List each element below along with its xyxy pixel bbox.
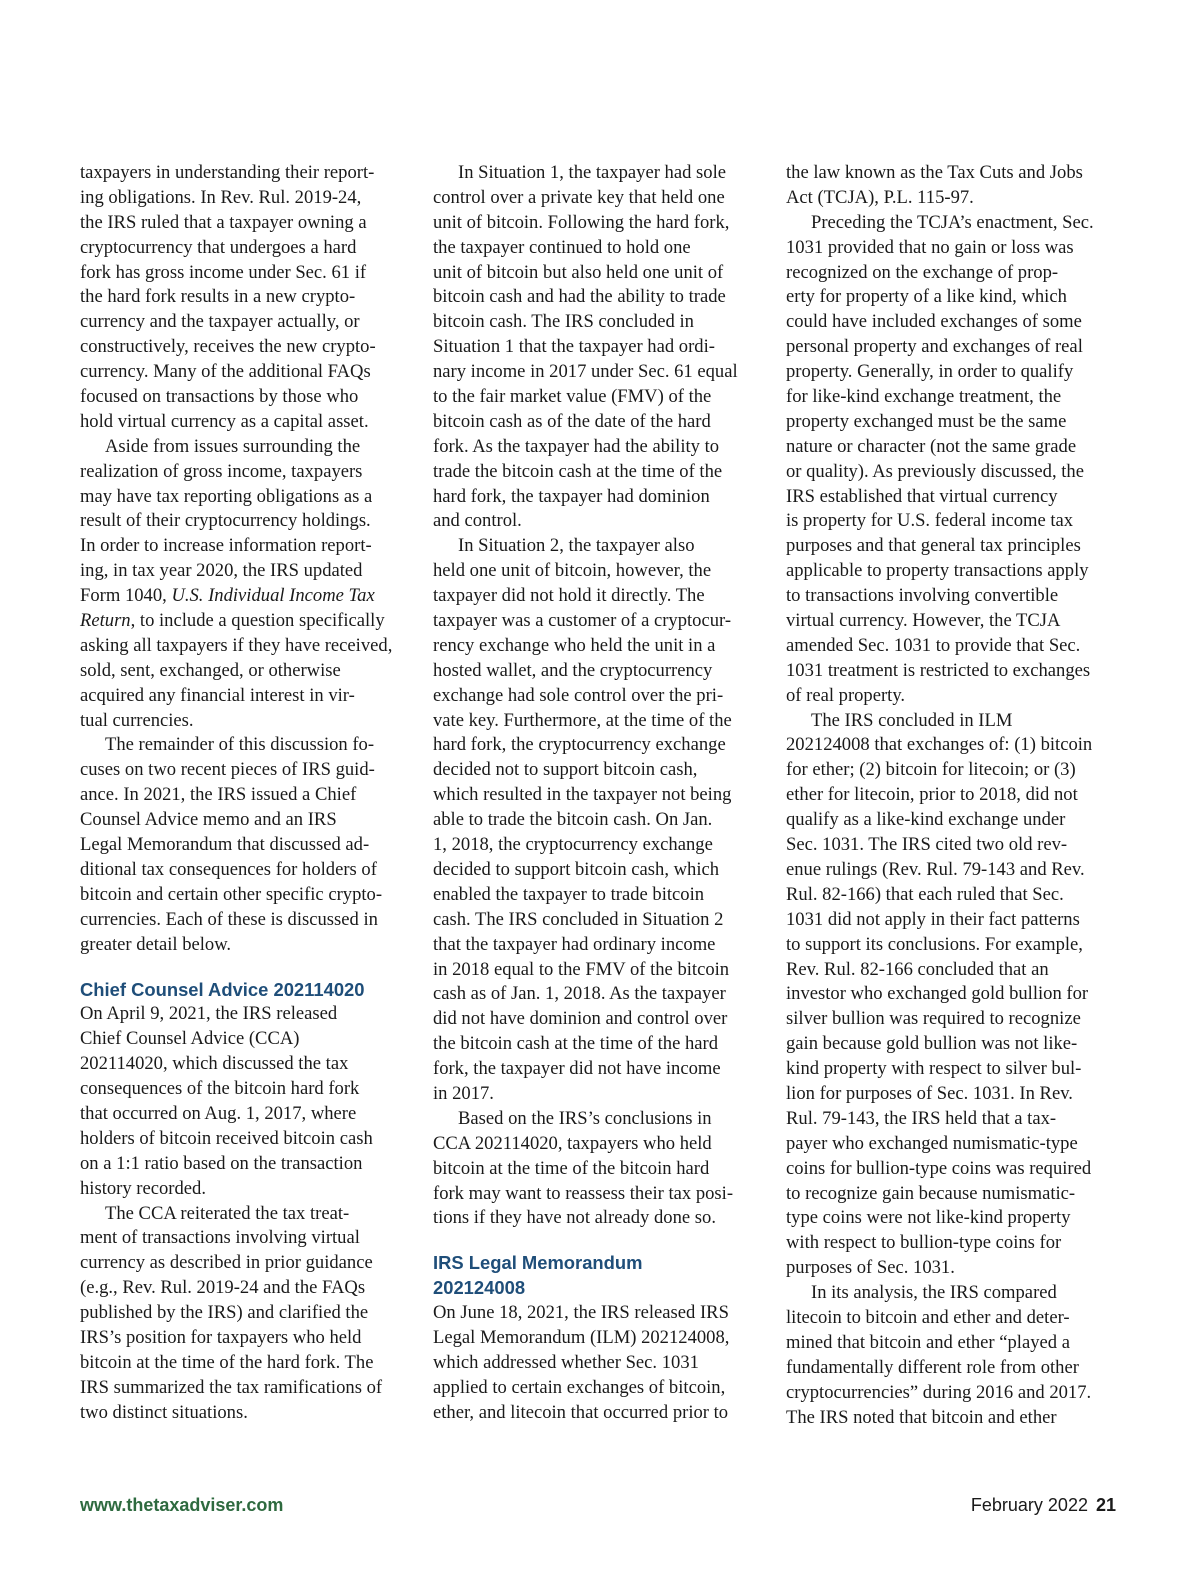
text-line: the bitcoin cash at the time of the hard (433, 1033, 719, 1055)
text-line: bitcoin cash as of the date of the hard (433, 410, 711, 432)
text-line: litecoin to bitcoin and ether and deter- (786, 1306, 1070, 1328)
section-heading: Chief Counsel Advice 202114020 (80, 978, 365, 1000)
text-line: cryptocurrency that undergoes a hard (80, 236, 357, 258)
text-line: currency as described in prior guidance (80, 1252, 373, 1274)
text-line: able to trade the bitcoin cash. On Jan. (433, 809, 713, 831)
text-line: IRS summarized the tax ramifications of (80, 1376, 383, 1398)
article-column-3 (786, 161, 1116, 1430)
text-line: 1031 did not apply in their fact patterns (786, 908, 1080, 930)
text-line: enue rulings (Rev. Rul. 79-143 and Rev. (786, 858, 1085, 880)
text-line: hosted wallet, and the cryptocurrency (433, 659, 713, 681)
text-line: the hard fork results in a new crypto- (80, 286, 356, 308)
text-line: Act (TCJA), P.L. 115-97. (786, 186, 974, 208)
text-line: In Situation 2, the taxpayer also (458, 535, 695, 557)
text-line: hard fork, the taxpayer had dominion (433, 485, 710, 507)
text-line: rency exchange who held the unit in a (433, 634, 716, 656)
text-line: type coins were not like-kind property (786, 1207, 1071, 1229)
text-line: In its analysis, the IRS compared (811, 1282, 1057, 1304)
page-number: 21 (1095, 1495, 1116, 1515)
text-line: Preceding the TCJA’s enactment, Sec. (811, 211, 1094, 233)
text-line: silver bullion was required to recognize (786, 1008, 1081, 1030)
text-line: vate key. Furthermore, at the time of the (433, 709, 732, 731)
text-line: exchange had sole control over the pri- (433, 684, 724, 706)
text-line: gain because gold bullion was not like- (786, 1033, 1078, 1055)
text-line: The CCA reiterated the tax treat- (105, 1202, 350, 1224)
text-line: Based on the IRS’s conclusions in (458, 1107, 712, 1129)
text-line: ether, and litecoin that occurred prior to (433, 1401, 729, 1423)
section-gap (80, 958, 412, 978)
text-line: history recorded. (80, 1177, 206, 1199)
text-line: mined that bitcoin and ether “played a (786, 1331, 1070, 1353)
text-line: and control. (433, 510, 522, 532)
text-line: in 2018 equal to the FMV of the bitcoin (433, 958, 730, 980)
text-line: acquired any financial interest in vir- (80, 684, 355, 706)
text-line: focused on transactions by those who (80, 386, 359, 408)
text-line: that the taxpayer had ordinary income (433, 933, 716, 955)
text-line: cash as of Jan. 1, 2018. As the taxpayer (433, 983, 726, 1005)
text-line: erty for property of a like kind, which (786, 286, 1067, 308)
text-line: lion for purposes of Sec. 1031. In Rev. (786, 1082, 1073, 1104)
text-line: IRS established that virtual currency (786, 485, 1058, 507)
text-run: Form 1040, (80, 585, 172, 607)
text-line: holders of bitcoin received bitcoin cash (80, 1127, 373, 1149)
text-line: fundamentally different role from other (786, 1356, 1079, 1378)
text-line: payer who exchanged numismatic-type (786, 1132, 1078, 1154)
text-line (80, 609, 412, 634)
text-line: The IRS concluded in ILM (811, 709, 1013, 731)
text-line: On April 9, 2021, the IRS released (80, 1003, 338, 1025)
text-line: qualify as a like-kind exchange under (786, 809, 1066, 831)
article-column-1 (80, 161, 412, 1426)
text-line: fork, the taxpayer did not have income (433, 1058, 721, 1080)
text-line: result of their cryptocurrency holdings. (80, 510, 371, 532)
text-line: of real property. (786, 684, 906, 706)
text-line: Rev. Rul. 82-166 concluded that an (786, 958, 1049, 980)
text-line: currencies. Each of these is discussed in (80, 908, 378, 930)
text-line: enabled the taxpayer to trade bitcoin (433, 883, 705, 905)
text-line: taxpayer did not hold it directly. The (433, 585, 705, 607)
text-line: could have included exchanges of some (786, 311, 1082, 333)
text-line: in 2017. (433, 1082, 494, 1104)
footer-issue-date: February 2022 (970, 1495, 1088, 1515)
text-line: cuses on two recent pieces of IRS guid- (80, 759, 375, 781)
text-line: tual currencies. (80, 709, 194, 731)
text-line: currency. Many of the additional FAQs (80, 361, 371, 383)
text-line: CCA 202114020, taxpayers who held (433, 1132, 712, 1154)
text-line: with respect to bullion-type coins for (786, 1232, 1062, 1254)
text-line: nary income in 2017 under Sec. 61 equal (433, 361, 738, 383)
text-line: personal property and exchanges of real (786, 336, 1083, 358)
text-line: ether for litecoin, prior to 2018, did not (786, 784, 1078, 806)
text-line: tions if they have not already done so. (433, 1207, 716, 1229)
text-line: for ether; (2) bitcoin for litecoin; or (3) (786, 759, 1076, 781)
text-line: property. Generally, in order to qualify (786, 361, 1074, 383)
article-column-2 (433, 161, 763, 1426)
text-line: unit of bitcoin. Following the hard fork, (433, 211, 730, 233)
text-line: or quality). As previously discussed, the (786, 460, 1084, 482)
section-heading: 202124008 (433, 1277, 526, 1299)
text-line: the taxpayer continued to hold one (433, 236, 691, 258)
text-line: coins for bullion-type coins was required (786, 1157, 1092, 1179)
text-line: asking all taxpayers if they have received, (80, 634, 393, 656)
text-line: Rul. 82-166) that each ruled that Sec. (786, 883, 1064, 905)
text-line: the IRS ruled that a taxpayer owning a (80, 211, 367, 233)
text-line: trade the bitcoin cash at the time of the (433, 460, 723, 482)
text-line: purposes and that general tax principles (786, 535, 1081, 557)
text-line: did not have dominion and control over (433, 1008, 728, 1030)
form-title-italic: Return (80, 610, 131, 632)
text-line: 202114020, which discussed the tax (80, 1053, 349, 1075)
text-line: ment of transactions involving virtual (80, 1227, 360, 1249)
text-line: taxpayer was a customer of a cryptocur- (433, 610, 732, 632)
text-line: Chief Counsel Advice (CCA) (80, 1028, 300, 1050)
form-title-italic: U.S. Individual Income Tax (171, 585, 375, 607)
text-line: applied to certain exchanges of bitcoin, (433, 1376, 726, 1398)
text-line: decided to support bitcoin cash, which (433, 858, 720, 880)
text-line: which resulted in the taxpayer not being (433, 784, 732, 806)
text-line: 202124008 that exchanges of: (1) bitcoin (786, 734, 1093, 756)
text-line: decided not to support bitcoin cash, (433, 759, 698, 781)
text-line: ing obligations. In Rev. Rul. 2019-24, (80, 186, 362, 208)
text-line: to recognize gain because numismatic- (786, 1182, 1076, 1204)
text-line: In Situation 1, the taxpayer had sole (458, 162, 726, 183)
text-line: Legal Memorandum (ILM) 202124008, (433, 1326, 730, 1348)
text-line: realization of gross income, taxpayers (80, 460, 363, 482)
text-line: applicable to property transactions apply (786, 560, 1089, 582)
text-line: may have tax reporting obligations as a (80, 485, 373, 507)
text-run: , to include a question specifically (130, 610, 385, 632)
text-line: Aside from issues surrounding the (105, 435, 361, 457)
text-line: ditional tax consequences for holders of (80, 858, 377, 880)
text-line: IRS’s position for taxpayers who held (80, 1326, 362, 1348)
text-line: fork has gross income under Sec. 61 if (80, 261, 367, 283)
text-line: held one unit of bitcoin, however, the (433, 560, 712, 582)
text-line: ing, in tax year 2020, the IRS updated (80, 560, 363, 582)
text-line: bitcoin cash and had the ability to trade (433, 286, 726, 308)
text-line: which addressed whether Sec. 1031 (433, 1351, 699, 1373)
text-line: that occurred on Aug. 1, 2017, where (80, 1102, 357, 1124)
text-line: bitcoin at the time of the bitcoin hard (433, 1157, 710, 1179)
text-line: currency and the taxpayer actually, or (80, 311, 360, 333)
text-line: sold, sent, exchanged, or otherwise (80, 659, 341, 681)
text-line: bitcoin cash. The IRS concluded in (433, 311, 694, 333)
text-line: Sec. 1031. The IRS cited two old rev- (786, 834, 1068, 856)
footer-website-link[interactable]: www.thetaxadviser.com (80, 1495, 284, 1515)
footer-issue-info (971, 1495, 1116, 1516)
text-line: two distinct situations. (80, 1401, 248, 1423)
text-line: 1, 2018, the cryptocurrency exchange (433, 834, 713, 856)
text-line: investor who exchanged gold bullion for (786, 983, 1089, 1005)
text-line: virtual currency. However, the TCJA (786, 610, 1061, 632)
text-line: greater detail below. (80, 933, 232, 955)
text-line: constructively, receives the new crypto- (80, 336, 376, 358)
text-line: hold virtual currency as a capital asset. (80, 410, 369, 432)
text-line: nature or character (not the same grade (786, 435, 1077, 457)
text-line: control over a private key that held one (433, 186, 725, 208)
text-line: fork. As the taxpayer had the ability to (433, 435, 720, 457)
text-line: fork may want to reassess their tax posi- (433, 1182, 734, 1204)
text-line: is property for U.S. federal income tax (786, 510, 1074, 532)
text-line: 1031 treatment is restricted to exchanges (786, 659, 1091, 681)
text-line: the law known as the Tax Cuts and Jobs (786, 162, 1083, 183)
text-line: for like-kind exchange treatment, the (786, 386, 1062, 408)
text-line: Rul. 79-143, the IRS held that a tax- (786, 1107, 1057, 1129)
text-line: 1031 provided that no gain or loss was (786, 236, 1074, 258)
text-line: The remainder of this discussion fo- (105, 734, 375, 756)
text-line (80, 584, 412, 609)
text-line: to support its conclusions. For example, (786, 933, 1083, 955)
text-line: cash. The IRS concluded in Situation 2 (433, 908, 724, 930)
text-line: Counsel Advice memo and an IRS (80, 809, 337, 831)
text-line: ance. In 2021, the IRS issued a Chief (80, 784, 357, 806)
section-heading: IRS Legal Memorandum (433, 1252, 643, 1274)
text-line: (e.g., Rev. Rul. 2019-24 and the FAQs (80, 1277, 366, 1299)
text-line: amended Sec. 1031 to provide that Sec. (786, 634, 1081, 656)
text-line: Legal Memorandum that discussed ad- (80, 834, 370, 856)
text-line: The IRS noted that bitcoin and ether (786, 1406, 1057, 1428)
text-line: In order to increase information report- (80, 535, 372, 557)
text-line: cryptocurrencies” during 2016 and 2017. (786, 1381, 1092, 1403)
text-line: to the fair market value (FMV) of the (433, 386, 712, 408)
text-line: unit of bitcoin but also held one unit of (433, 261, 724, 283)
text-line: on a 1:1 ratio based on the transaction (80, 1152, 363, 1174)
section-gap (433, 1231, 763, 1251)
text-line: bitcoin and certain other specific crypto- (80, 883, 383, 905)
text-line: consequences of the bitcoin hard fork (80, 1078, 360, 1100)
text-line: published by the IRS) and clarified the (80, 1302, 369, 1324)
text-line: property exchanged must be the same (786, 410, 1067, 432)
text-line: recognized on the exchange of prop- (786, 261, 1059, 283)
text-line: kind property with respect to silver bul- (786, 1058, 1082, 1080)
text-line: hard fork, the cryptocurrency exchange (433, 734, 726, 756)
text-line: to transactions involving convertible (786, 585, 1059, 607)
text-line: Situation 1 that the taxpayer had ordi- (433, 336, 715, 358)
text-line: On June 18, 2021, the IRS released IRS (433, 1302, 729, 1324)
text-line: purposes of Sec. 1031. (786, 1257, 955, 1279)
text-line: bitcoin at the time of the hard fork. The (80, 1351, 374, 1373)
text-line: taxpayers in understanding their report- (80, 162, 375, 183)
